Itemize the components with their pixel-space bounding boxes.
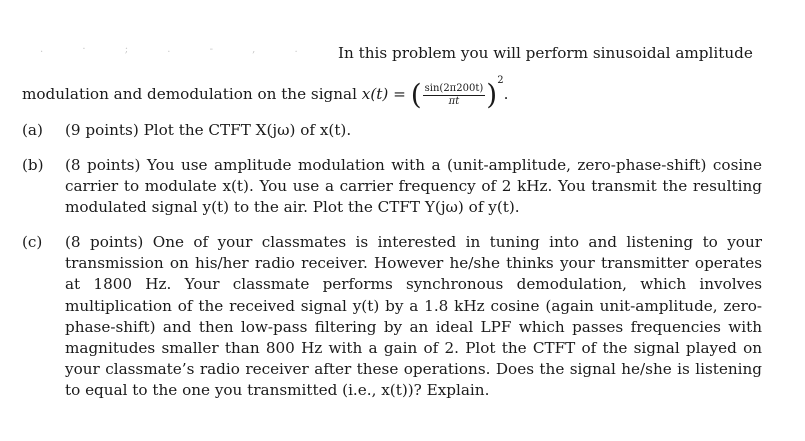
part-b-text: (8 points) You use amplitude modulation with a (unit-amplitude, zero-phase-shift) cosine carrier to modulate x(t). You use a carrier frequency of 2 kHz. You transmit the resulting modulated signal y(t) to the air. Plot the CTFT Y(jω) of y(t).	[65, 156, 762, 217]
fraction-denominator: πt	[448, 95, 460, 107]
signal-fraction	[423, 83, 486, 108]
scan-smudge: . · ; . - , .	[40, 44, 316, 55]
part-b	[22, 155, 762, 219]
intro-line-2	[22, 75, 508, 109]
fraction-numerator: sin(2π200t)	[424, 82, 484, 94]
part-a-label: (a)	[22, 121, 43, 139]
left-paren: (	[410, 78, 422, 111]
part-c	[22, 232, 762, 402]
right-paren: )	[486, 78, 498, 111]
part-b-label: (b)	[22, 156, 44, 174]
part-c-text: (8 points) One of your classmates is interested in tuning into and listening to your transmission on his/her radio receiver. However he/she thinks your transmitter operates at 1800 Hz. Your classmate performs synchronous demodulation, which involves multiplication of the received signal y(t) by a 1.8 kHz cosine (again unit-amplitude, zero-phase-shift) and then low-pass filtering by an ideal LPF which passes frequencies with magnitudes smaller than 800 Hz with a gain of 2. Plot the CTFT of the signal played on your classmate’s radio receiver after these operations. Does the signal he/she is listening to equal to the one you transmitted (i.e., x(t))? Explain.	[65, 233, 762, 400]
part-a	[22, 120, 762, 141]
exponent: 2	[497, 75, 504, 86]
intro-line-1: In this problem you will perform sinusoidal amplitude	[338, 44, 753, 62]
part-c-label: (c)	[22, 233, 43, 251]
intro-period: .	[503, 85, 509, 103]
part-a-text: (9 points) Plot the CTFT X(jω) of x(t).	[65, 121, 352, 139]
intro-line-2-text: modulation and demodulation on the signal	[22, 85, 357, 103]
signal-lhs: x(t) =	[361, 85, 406, 103]
